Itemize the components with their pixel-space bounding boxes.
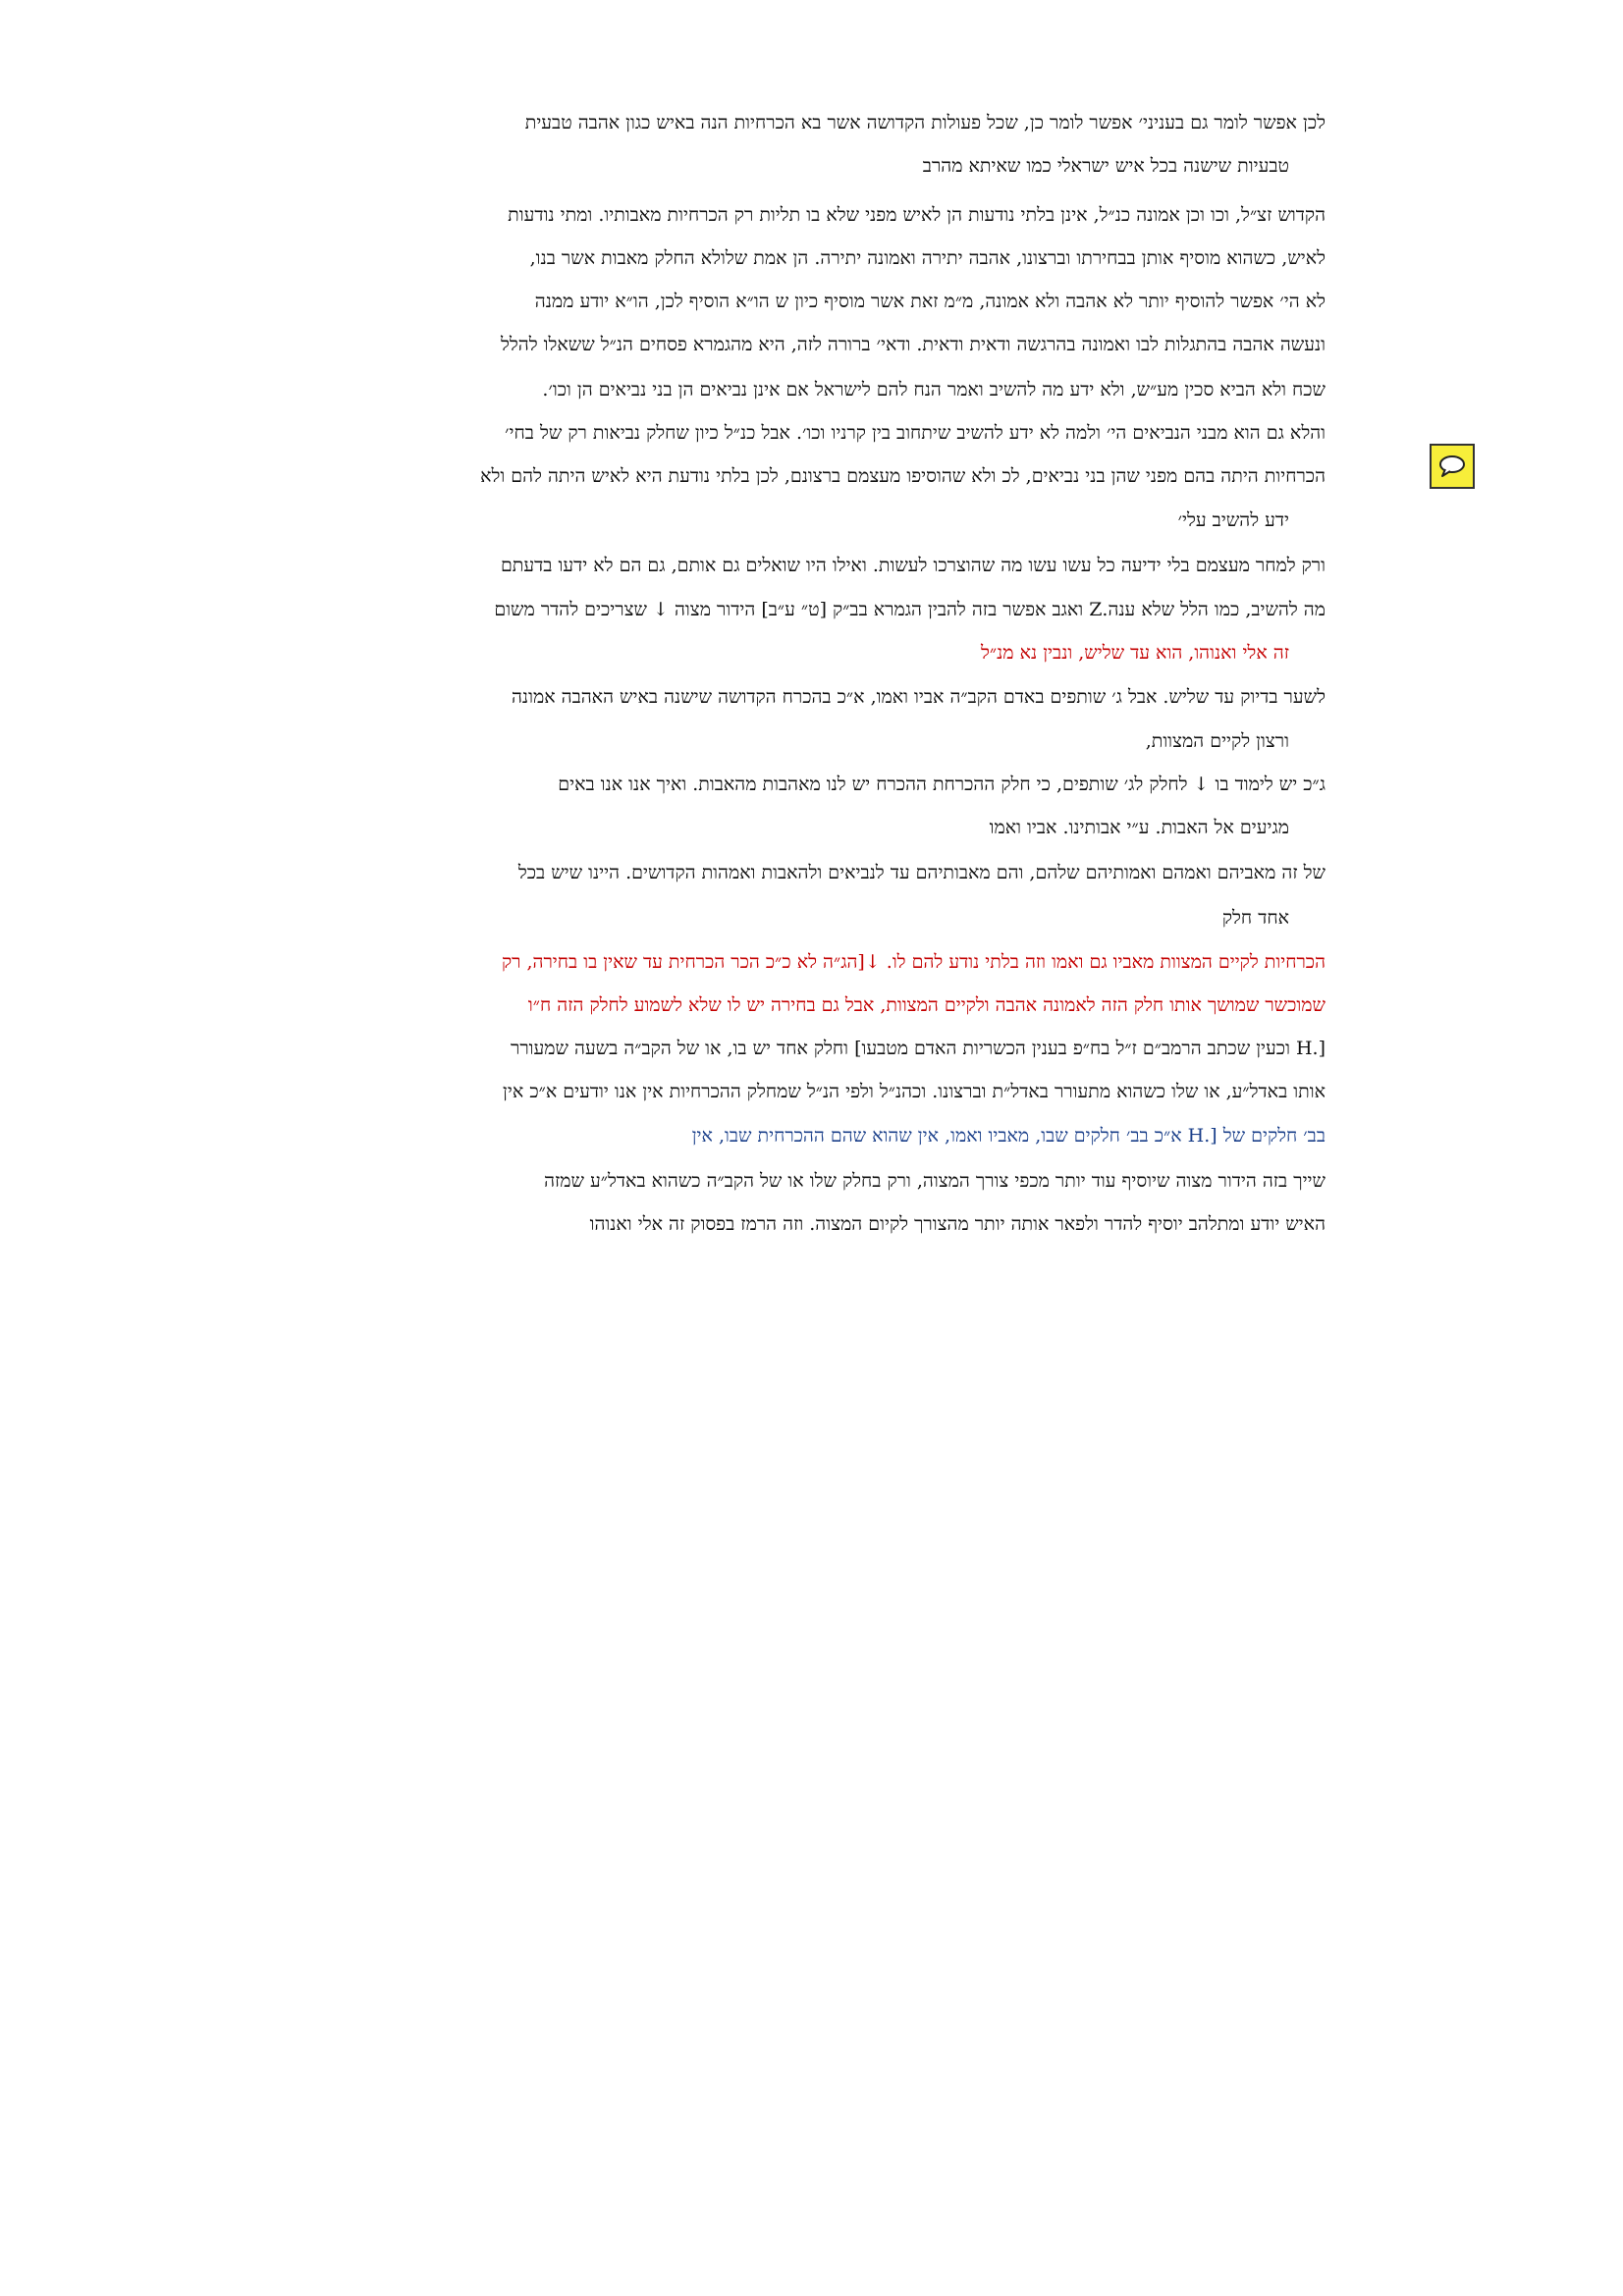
text-line-9: הכרחיות היתה בהם מפני שהן בני נביאים, לכ ולא שהוסיפו מעצמם ברצונם, לכן בלתי נודעת היא לאיש היתה להם ולא [480, 465, 1325, 487]
text-line-2: טבעיות שישנה בכל איש ישראלי כמו שאיתא מהרב [922, 155, 1289, 177]
text-line-13: זה אלי ואנוהו, הוא עד שליש, ונבין נא מנ״ל [981, 642, 1289, 664]
comment-button[interactable] [1430, 444, 1475, 489]
text-line-14: לשער בדיוק עד שליש. אבל ג׳ שותפים באדם הקב״ה אביו ואמו, א״כ בהכרח הקדושה שישנה באיש האהבה אמונה [512, 686, 1325, 708]
text-line-1: לכן אפשר לומר גם בעניני׳ אפשר לומר כן, שכל פעולות הקדושה אשר בא הכרחיות הנה באיש כגון אהבה טבעית [524, 112, 1325, 133]
text-line-17: מגיעים אל האבות. ע״י אבותינו. אביו ואמו [989, 817, 1289, 838]
text-line-6: ונעשה אהבה בהתגלות לבו ואמונה בהרגשה ודאית ודאית. ודאי׳ ברורה לזה, היא מהגמרא פסחים הנ״ל ששאלו להלל [501, 334, 1325, 355]
text-line-8: והלא גם הוא מבני הנביאים הי׳ ולמה לא ידע להשיב שיתחוב בין קרניו וכו׳. אבל כנ״ל כיון שחלק נביאות רק של בחי׳ [505, 422, 1325, 444]
text-line-5: לא הי׳ אפשר להוסיף יותר לא אהבה ולא אמונה, מ״מ זאת אשר מוסיף כיון ש הו״א הוסיף לכן, הו״א יודע ממנה [534, 291, 1325, 312]
text-line-10: ידע להשיב עלי׳ [1177, 509, 1289, 531]
text-line-25: שייך בזה הידור מצוה שיוסיף עוד יותר מכפי צורך המצוה, ורק בחלק שלו או של הקב״ה כשהוא באדל״ע שמזה [544, 1170, 1325, 1192]
text-line-21: שמוכשר שמושך אותו חלק הזה לאמונה אהבה ולקיים המצוות, אבל גם בחירה יש לו שלא לשמוע לחלק הזה ח״ו [527, 994, 1325, 1016]
text-line-16: ג״כ יש לימוד בו ↓ לחלק לג׳ שותפים, כי חלק ההכרחת ההכרח יש לנו מאהבות מהאבות. ואיך אנו אנו באים [558, 774, 1325, 795]
text-line-26: האיש יודע ומתלהב יוסיף להדר ולפאר אותה יותר מהצורך לקיום המצוה. וזה הרמז בפסוק זה אלי ואנוהו [589, 1213, 1325, 1235]
text-line-22: [.H וכעין שכתב הרמב״ם ז״ל בח״פ בענין הכשריות האדם מטבעו] וחלק אחד יש בו, או של הקב״ה בשעה שמעורר [511, 1038, 1325, 1059]
text-line-3: הקדוש זצ״ל, וכו וכן אמונה כנ״ל, אינן בלתי נודעות הן לאיש מפני שלא בו תליות רק הכרחיות מאבותיו. ומתי נודעות [508, 204, 1325, 226]
text-line-20: הכרחיות לקיים המצוות מאביו גם ואמו וזה בלתי נודע להם לו. ↓[הג״ה לא כ״כ הכר הכרחית עד שאין בו בחירה, רק [501, 951, 1325, 973]
text-line-19: אחד חלק [1221, 907, 1289, 929]
text-line-12: מה להשיב, כמו הלל שלא ענה.Z ואגב אפשר בזה להבין הגמרא בב״ק [ט״ ע״ב] הידור מצוה ↓ שצריכים להדר משום [494, 599, 1325, 620]
text-line-7: שכח ולא הביא סכין מע״ש, ולא ידע מה להשיב ואמר הנח להם לישראל אם אינן נביאים הן בני נביאים הן וכו׳. [542, 379, 1325, 400]
text-line-15: ורצון לקיים המצוות, [1145, 730, 1289, 752]
text-line-23: אותו באדל״ע, או שלו כשהוא מתעורר באדל״ת וברצונו. וכהנ״ל ולפי הנ״ל שמחלק ההכרחיות אין אנו יודעים א״כ אין [503, 1081, 1325, 1102]
text-line-18: של זה מאביהם ואמהם ואמותיהם שלהם, והם מאבותיהם עד לנביאים ולהאבות ואמהות הקדושים. היינו שיש בכל [517, 862, 1325, 883]
text-line-11: ורק למחר מעצמם בלי ידיעה כל עשו עשו מה שהוצרכו לעשות. ואילו היו שואלים גם אותם, גם הם לא ידעו בדעתם [500, 555, 1325, 576]
speech-bubble-icon [1437, 454, 1467, 479]
text-line-24: בב׳ חלקים של [.H א״כ בב׳ חלקים שבו, מאביו ואמו, אין שהוא שהם ההכרחית שבו, אין [691, 1125, 1325, 1147]
text-line-4: לאיש, כשהוא מוסיף אותן בבחירתו וברצונו, אהבה יתירה ואמונה יתירה. הן אמת שלולא החלק מאבות אשר בנו, [529, 247, 1325, 269]
